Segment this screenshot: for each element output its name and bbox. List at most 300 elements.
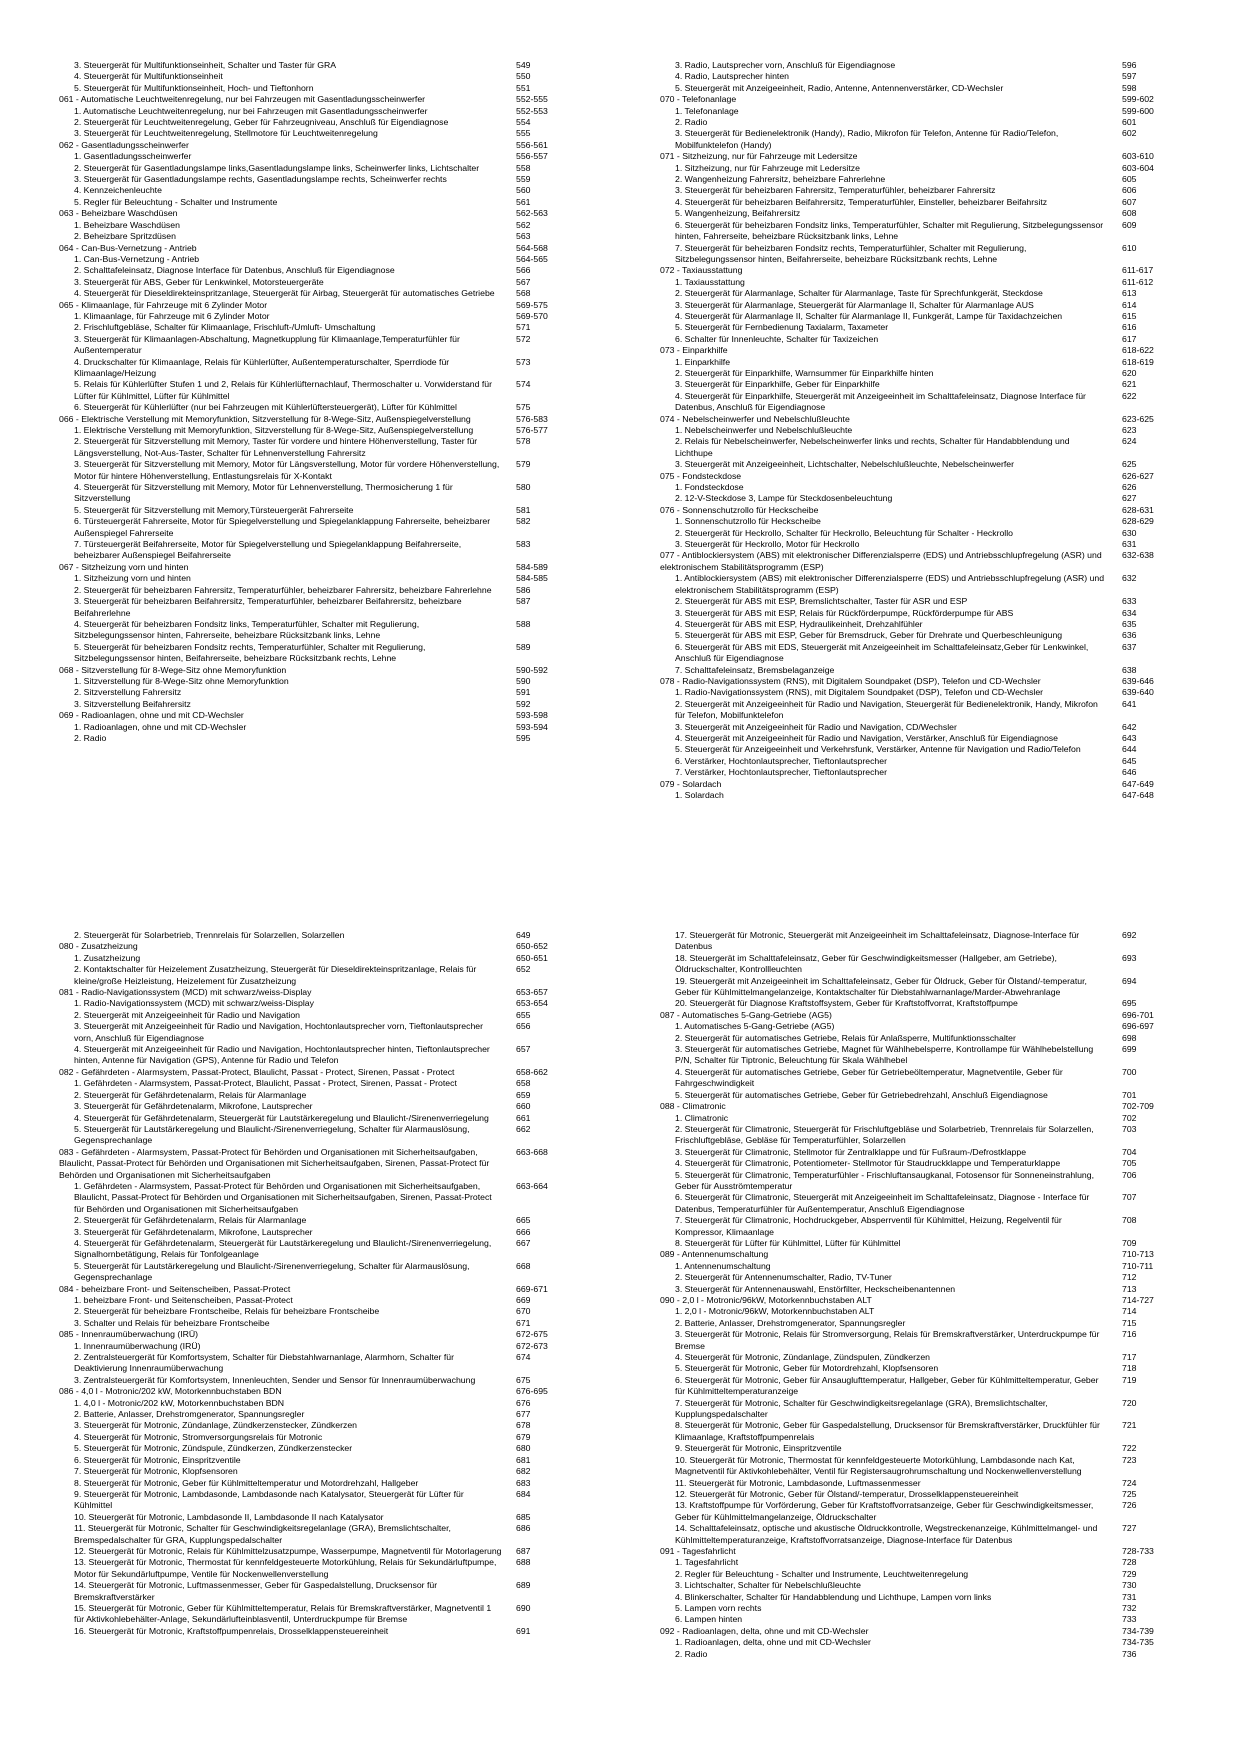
toc-entry-page: 566 (516, 265, 531, 276)
toc-entry-title: 1. Radio-Navigationssystem (RNS), mit Digitalem Soundpaket (DSP), Telefon und CD-Wechsler (675, 687, 1044, 698)
toc-subentry (660, 1272, 1170, 1283)
toc-subentry (59, 459, 564, 482)
toc-entry-title: 6. Steuergerät für Motronic, Einspritzventile (74, 1454, 241, 1465)
toc-subentry (59, 1409, 564, 1420)
toc-subentry (660, 687, 1170, 698)
toc-subentry (59, 1010, 564, 1021)
toc-subentry (660, 619, 1170, 630)
toc-entry-page: 660 (516, 1101, 531, 1112)
toc-subentry (59, 106, 564, 117)
toc-subentry (660, 744, 1170, 755)
toc-entry-page: 733 (1122, 1614, 1137, 1625)
toc-entry-title: 088 - Climatronic (660, 1101, 726, 1112)
toc-subentry (660, 1420, 1170, 1443)
toc-entry-page: 611-612 (1122, 276, 1154, 287)
toc-entry-page: 563 (516, 231, 531, 242)
toc-entry-title: 1. Sonnenschutzrollo für Heckscheibe (675, 516, 821, 527)
toc-subentry (59, 733, 564, 744)
toc-entry-title: 2. Steuergerät für Alarmanlage, Schalter für Alarmanlage, Taste für Sprechfunkgerät, Steckdose (675, 288, 1043, 299)
toc-subentry (660, 665, 1170, 676)
toc-entry-page: 647-648 (1122, 790, 1154, 800)
toc-subentry (660, 174, 1170, 185)
toc-entry-page: 662 (516, 1123, 531, 1134)
toc-entry-page: 683 (516, 1477, 531, 1488)
toc-entry-page: 727 (1122, 1523, 1137, 1534)
toc-entry-page: 632 (1122, 573, 1137, 584)
toc-entry-page: 587 (516, 596, 531, 607)
toc-entry-page: 569-570 (516, 310, 548, 321)
toc-entry-page: 715 (1122, 1317, 1137, 1328)
toc-entry-title: 5. Steuergerät für Climatronic, Temperaturfühler - Frischluftansaugkanal, Fotosensor für Sonneneinstrahlung, Geber für Ausströmtemperatur (675, 1169, 1094, 1191)
toc-entry-page: 730 (1122, 1580, 1137, 1591)
toc-entry-page: 663-664 (516, 1180, 548, 1191)
toc-entry-title: 4. Steuergerät für Alarmanlage II, Schalter für Alarmanlage II, Funkgerät, Lampe für Taxidachzeichen (675, 310, 1063, 321)
toc-subentry (660, 1284, 1170, 1295)
toc-entry-page: 615 (1122, 310, 1137, 321)
toc-entry-page: 658 (516, 1078, 531, 1089)
toc-entry-title: 2. Radio (675, 1648, 708, 1659)
toc-subentry (59, 71, 564, 82)
toc-subentry (59, 1021, 564, 1044)
toc-entry-page: 681 (516, 1454, 531, 1465)
toc-entry-page: 603-604 (1122, 162, 1154, 173)
toc-chapter-entry (660, 779, 1170, 790)
toc-entry-page: 591 (516, 687, 531, 698)
toc-entry-page: 627 (1122, 493, 1137, 504)
toc-subentry (59, 220, 564, 231)
toc-subentry (660, 573, 1170, 596)
toc-entry-page: 663-668 (516, 1146, 548, 1157)
toc-entry-page: 661 (516, 1112, 531, 1123)
toc-entry-title: 4. Steuergerät für Multifunktionseinheit (74, 71, 223, 82)
toc-entry-page: 582 (516, 516, 531, 527)
toc-entry-title: 2. Steuergerät für Climatronic, Steuergerät für Frischluftgebläse und Solarbetrieb, Trennrelais für Solarzellen, Frischluftgebläse, Gebläse für Temperaturfühler, Solarzellen (675, 1123, 1094, 1146)
toc-subentry (660, 1215, 1170, 1238)
toc-subentry (59, 1101, 564, 1112)
toc-entry-page: 551 (516, 82, 531, 93)
toc-entry-page: 729 (1122, 1568, 1137, 1579)
toc-chapter-entry (59, 665, 564, 676)
toc-entry-page: 643 (1122, 732, 1137, 743)
toc-entry-title: 2. 12-V-Steckdose 3, Lampe für Steckdosenbeleuchtung (675, 493, 893, 504)
toc-entry-page: 614 (1122, 299, 1137, 310)
toc-subentry (59, 1626, 564, 1637)
toc-entry-title: 2. Steuergerät für ABS mit ESP, Bremslichtschalter, Taster für ASR und ESP (675, 596, 968, 607)
toc-entry-page: 732 (1122, 1602, 1137, 1613)
toc-entry-page: 571 (516, 322, 531, 333)
toc-subentry (660, 300, 1170, 311)
toc-subentry (59, 60, 564, 71)
toc-subentry (59, 379, 564, 402)
toc-chapter-entry (59, 140, 564, 151)
toc-entry-page: 678 (516, 1420, 531, 1431)
toc-entry-title: 5. Steuergerät für Anzeigeeinheit und Verkehrsfunk, Verstärker, Antenne für Navigation und Radio/Telefon (675, 744, 1081, 755)
toc-entry-title: 2. Batterie, Anlasser, Drehstromgenerator, Spannungsregler (675, 1317, 906, 1328)
toc-entry-page: 574 (516, 379, 531, 390)
toc-entry-title: 072 - Taxiausstattung (660, 265, 743, 276)
toc-subentry (59, 117, 564, 128)
toc-entry-title: 2. Radio (74, 732, 107, 743)
toc-subentry (660, 1192, 1170, 1215)
toc-subentry (59, 185, 564, 196)
toc-subentry (660, 459, 1170, 470)
toc-subentry (660, 1147, 1170, 1158)
toc-subentry (660, 1261, 1170, 1272)
toc-subentry (660, 608, 1170, 619)
toc-entry-title: 3. Steuergerät mit Anzeigeeinheit, Lichtschalter, Nebelschlußleuchte, Nebelscheinwerfer (675, 459, 1014, 470)
toc-entry-page: 713 (1122, 1283, 1137, 1294)
toc-entry-page: 590 (516, 675, 531, 686)
toc-entry-page: 682 (516, 1466, 531, 1477)
toc-entry-page: 605 (1122, 174, 1137, 185)
toc-entry-page: 555 (516, 128, 531, 139)
toc-entry-title: 1. Fondsteckdose (675, 482, 744, 493)
toc-entry-page: 669 (516, 1295, 531, 1305)
toc-subentry (660, 1238, 1170, 1249)
toc-entry-title: 7. Schalttafeleinsatz, Bremsbelaganzeige (675, 664, 835, 675)
toc-entry-title: 1. Solardach (675, 790, 724, 800)
toc-subentry (59, 1078, 564, 1089)
toc-subentry (660, 1329, 1170, 1352)
toc-chapter-entry (59, 1284, 564, 1295)
toc-entry-page: 580 (516, 482, 531, 493)
toc-entry-title: 1. 2,0 l - Motronic/96kW, Motorkennbuchstaben ALT (675, 1306, 875, 1317)
toc-entry-page: 618-622 (1122, 345, 1154, 356)
toc-subentry (660, 163, 1170, 174)
toc-entry-title: 2. Steuergerät für Sitzverstellung mit Memory, Taster für vordere und hintere Höhenverstellung, Taster für Längsverstellung, Not-Aus-Taster, Schalter für Lehnenverstellung Fahrersitz (74, 436, 478, 458)
toc-entry-page: 674 (516, 1352, 531, 1363)
toc-entry-title: 3. Steuergerät mit Anzeigeeinheit für Radio und Navigation, CD/Wechsler (675, 721, 957, 732)
toc-entry-page: 672-673 (516, 1340, 548, 1351)
toc-entry-page: 628-629 (1122, 516, 1154, 527)
toc-entry-title: 4. Radio, Lautsprecher hinten (675, 71, 789, 82)
toc-entry-page: 652 (516, 964, 531, 975)
toc-entry-page: 628-631 (1122, 504, 1154, 515)
toc-entry-page: 583 (516, 539, 531, 550)
toc-chapter-entry (59, 562, 564, 573)
toc-entry-page: 611-617 (1122, 265, 1154, 276)
toc-subentry (660, 83, 1170, 94)
toc-entry-page: 696-697 (1122, 1021, 1154, 1032)
toc-chapter-entry (59, 710, 564, 721)
toc-entry-page: 650-652 (516, 941, 548, 952)
toc-entry-title: 2. Steuergerät für Heckrollo, Schalter für Heckrollo, Beleuchtung für Schalter - Heckrollo (675, 527, 1013, 538)
toc-entry-title: 2. Steuergerät für Solarbetrieb, Trennrelais für Solarzellen, Solarzellen (74, 930, 345, 940)
toc-subentry (660, 185, 1170, 196)
toc-subentry (59, 288, 564, 299)
toc-entry-title: 5. Steuergerät für ABS mit ESP, Geber für Bremsdruck, Geber für Drehrate und Querbeschleunigung (675, 630, 1063, 641)
toc-entry-title: 071 - Sitzheizung, nur für Fahrzeuge mit Ledersitze (660, 151, 858, 162)
toc-entry-page: 624 (1122, 436, 1137, 447)
toc-subentry (660, 516, 1170, 527)
toc-entry-page: 734-735 (1122, 1637, 1154, 1648)
toc-entry-title: 6. Steuergerät für beheizbaren Fondsitz links, Temperaturfühler, Schalter mit Regulierung, Sitzbelegungssensor hinten, Fahrerseite, beheizbare Rücksitzbank links, Lehne (675, 219, 1104, 242)
toc-subentry (59, 1113, 564, 1124)
toc-entry-page: 550 (516, 71, 531, 82)
toc-column-bottom-right (660, 930, 1170, 1660)
toc-entry-title: 19. Steuergerät mit Anzeigeeinheit im Schalttafeleinsatz, Geber für Öldruck, Geber für Ölstand/-temperatur, Geber für Kühlmittelmangelanzeige, Kontaktschalter für Diebstahlwarnanlage/Marder-Abwehranlage (675, 975, 1087, 998)
toc-entry-title: 068 - Sitzverstellung für 8-Wege-Sitz ohne Memoryfunktion (59, 664, 287, 675)
toc-subentry (660, 767, 1170, 778)
toc-subentry (660, 60, 1170, 71)
toc-entry-title: 4. Steuergerät für Dieseldirekteinspritzanlage, Steuergerät für Airbag, Steuergerät für automatisches Getriebe (74, 288, 495, 299)
toc-entry-title: 4. Steuergerät für beheizbaren Fondsitz links, Temperaturfühler, Schalter mit Regulierung, Sitzbelegungssensor hinten, Fahrerseite, beheizbare Rücksitzbank links, Lehne (74, 618, 420, 641)
toc-entry-title: 10. Steuergerät für Motronic, Thermostat für kennfeldgesteuerte Motorkühlung, Lambdasonde nach Kat, Magnetventil für Aktivkohlebehälter, Ventil für Registersaugrohrumschaltung und Nockenwellenverstellung (675, 1454, 1082, 1477)
toc-subentry (59, 174, 564, 185)
toc-entry-title: 085 - Innenraumüberwachung (IRÜ) (59, 1329, 199, 1340)
toc-entry-page: 641 (1122, 698, 1137, 709)
toc-entry-page: 573 (516, 356, 531, 367)
toc-entry-title: 20. Steuergerät für Diagnose Kraftstoffsystem, Geber für Kraftstoffvorrat, Kraftstoffpumpe (675, 998, 1018, 1009)
toc-subentry (660, 1614, 1170, 1625)
toc-entry-title: 3. Steuergerät für Klimaanlagen-Abschaltung, Magnetkupplung für Klimaanlage,Temperaturfühler für Außentemperatur (74, 333, 460, 356)
toc-entry-title: 7. Türsteuergerät Beifahrerseite, Motor für Spiegelverstellung und Spiegelanklappung Beifahrerseite, beheizbarer Außenspiegel Beifahrerseite (74, 539, 462, 561)
toc-entry-page: 726 (1122, 1500, 1137, 1511)
toc-entry-title: 2. Steuergerät für Einparkhilfe, Warnsummer für Einparkhilfe hinten (675, 367, 934, 378)
toc-subentry (660, 288, 1170, 299)
toc-entry-title: 4. Kennzeichenleuchte (74, 185, 162, 196)
toc-subentry (660, 128, 1170, 151)
toc-chapter-entry (660, 550, 1170, 573)
toc-entry-title: 5. Steuergerät mit Anzeigeeinheit, Radio, Antenne, Antennenverstärker, CD-Wechsler (675, 82, 1004, 93)
toc-entry-title: 1. Gasentladungsscheinwerfer (74, 151, 192, 162)
toc-subentry (660, 1478, 1170, 1489)
toc-entry-title: 3. Steuergerät mit Anzeigeeinheit für Radio und Navigation, Hochtonlautsprecher vorn, Tieftonlautsprecher vorn, Anschluß für Eigendiagnose (74, 1021, 484, 1043)
toc-entry-page: 667 (516, 1237, 531, 1248)
toc-entry-title: 6. Verstärker, Hochtonlautsprecher, Tieftonlautsprecher (675, 755, 887, 766)
toc-subentry (660, 1306, 1170, 1317)
toc-subentry (59, 953, 564, 964)
toc-subentry (59, 1375, 564, 1386)
toc-entry-title: 4. Steuergerät für Sitzverstellung mit Memory, Motor für Lehnenverstellung, Thermosicherung 1 für Sitzverstellung (74, 482, 453, 504)
toc-subentry (59, 1124, 564, 1147)
toc-entry-page: 653-654 (516, 998, 548, 1009)
toc-entry-page: 696-701 (1122, 1009, 1154, 1020)
toc-entry-page: 724 (1122, 1477, 1137, 1488)
toc-entry-page: 597 (1122, 71, 1137, 82)
toc-entry-title: 5. Lampen vorn rechts (675, 1602, 762, 1613)
toc-entry-page: 593-594 (516, 721, 548, 732)
toc-entry-title: 1. Nebelscheinwerfer und Nebelschlußleuchte (675, 425, 853, 435)
toc-entry-title: 1. Automatisches 5-Gang-Getriebe (AG5) (675, 1021, 835, 1032)
toc-entry-page: 549 (516, 60, 531, 70)
toc-entry-page: 556-557 (516, 151, 548, 162)
toc-entry-page: 608 (1122, 208, 1137, 219)
toc-entry-title: 5. Wangenheizung, Beifahrersitz (675, 208, 801, 219)
toc-entry-page: 562-563 (516, 208, 548, 219)
toc-entry-title: 3. Lichtschalter, Schalter für Nebelschlußleuchte (675, 1580, 861, 1591)
toc-entry-page: 710-713 (1122, 1249, 1154, 1260)
toc-entry-title: 063 - Beheizbare Waschdüsen (59, 208, 178, 219)
toc-chapter-entry (660, 471, 1170, 482)
toc-entry-page: 626-627 (1122, 470, 1154, 481)
toc-subentry (59, 722, 564, 733)
toc-entry-page: 621 (1122, 379, 1137, 390)
toc-entry-page: 694 (1122, 975, 1137, 986)
toc-entry-title: 3. Steuergerät für ABS mit ESP, Relais für Rückförderpumpe, Rückförderpumpe für ABS (675, 607, 1014, 618)
toc-entry-page: 695 (1122, 998, 1137, 1009)
toc-entry-title: 3. Steuergerät für beheizbaren Beifahrersitz, Temperaturfühler, beheizbarer Beifahrersitz, beheizbare Beifahrerlehne (74, 596, 462, 618)
toc-subentry (660, 1044, 1170, 1067)
toc-entry-page: 610 (1122, 242, 1137, 253)
toc-entry-title: 12. Steuergerät für Motronic, Relais für Kühlmittelzusatzpumpe, Wasserpumpe, Magnetventil für Motorlagerung (74, 1545, 502, 1556)
toc-entry-title: 2. Kontaktschalter für Heizelement Zusatzheizung, Steuergerät für Dieseldirekteinspritzanlage, Relais für kleine/große Heizleistung, Heizelement für Zusatzheizung (74, 964, 477, 986)
toc-entry-page: 717 (1122, 1352, 1137, 1363)
toc-subentry (660, 1067, 1170, 1090)
toc-entry-page: 595 (516, 732, 531, 743)
toc-entry-title: 3. Steuergerät für Antennenauswahl, Enstörfilter, Heckscheibenantennen (675, 1283, 956, 1294)
toc-subentry (59, 163, 564, 174)
toc-entry-page: 599-602 (1122, 94, 1154, 105)
toc-subentry (660, 1569, 1170, 1580)
toc-chapter-entry (660, 1626, 1170, 1637)
toc-entry-page: 556-561 (516, 139, 548, 150)
toc-entry-page: 581 (516, 504, 531, 515)
toc-entry-title: 091 - Tagesfahrlicht (660, 1545, 736, 1556)
toc-chapter-entry (59, 1386, 564, 1397)
toc-entry-title: 5. Steuergerät für Multifunktionseinheit, Hoch- und Tieftonhorn (74, 82, 314, 93)
toc-entry-title: 8. Steuergerät für Motronic, Geber für Gaspedalstellung, Drucksensor für Bremskraftverstärker, Druckfühler für Klimaanlage, Kraftstoffpumpenrelais (675, 1420, 1100, 1442)
toc-subentry (59, 930, 564, 941)
toc-entry-page: 636 (1122, 630, 1137, 641)
toc-entry-page: 709 (1122, 1237, 1137, 1248)
toc-subentry (660, 1649, 1170, 1660)
toc-entry-page: 649 (516, 930, 531, 940)
toc-subentry (59, 1181, 564, 1215)
toc-entry-title: 1. Radioanlagen, delta, ohne und mit CD-Wechsler (675, 1637, 871, 1648)
toc-entry-title: 2. Steuergerät für beheizbaren Fahrersitz, Temperaturfühler, beheizbarer Fahrersitz, beheizbare Fahrerlehne (74, 584, 492, 595)
toc-subentry (660, 1318, 1170, 1329)
toc-entry-title: 2. Steuergerät für Antennenumschalter, Radio, TV-Tuner (675, 1272, 892, 1283)
toc-entry-title: 2. Zentralsteuergerät für Komfortsystem, Schalter für Diebstahlwarnanlage, Alarmhorn, Schalter für Deaktivierung Innenraumüberwachung (74, 1352, 455, 1374)
toc-entry-page: 596 (1122, 60, 1137, 70)
toc-entry-title: 3. Schalter und Relais für beheizbare Frontscheibe (74, 1317, 270, 1328)
toc-entry-title: 11. Steuergerät für Motronic, Schalter für Geschwindigkeitsregelanlage (GRA), Bremslichtschalter, Bremspedalschalter für GRA, Kupplungspedalschalter (74, 1523, 451, 1545)
toc-entry-title: 1. Climatronic (675, 1112, 729, 1123)
toc-entry-title: 5. Steuergerät für Sitzverstellung mit Memory,Türsteuergerät Fahrerseite (74, 504, 354, 515)
toc-entry-page: 702-709 (1122, 1101, 1154, 1112)
toc-entry-page: 588 (516, 618, 531, 629)
toc-entry-title: 12. Steuergerät für Motronic, Geber für Ölstand/-temperatur, Drosselklappensteuereinheit (675, 1488, 1019, 1499)
toc-entry-page: 679 (516, 1431, 531, 1442)
toc-entry-page: 584-589 (516, 561, 548, 572)
toc-entry-title: 083 - Gefährdeten - Alarmsystem, Passat-Protect für Behörden und Organisationen mit Sicherheitsaufgaben, Blaulicht, Passat-Protect für Behörden und Organisationen mit Sicherheitsaufgaben, Sirenen, Passat-Protect für Behörden und Organisationen mit Sicherheitsaufgaben (59, 1146, 490, 1180)
toc-entry-title: 4. Steuergerät für ABS mit ESP, Hydraulikeinheit, Drehzahlfühler (675, 618, 923, 629)
toc-subentry (59, 83, 564, 94)
toc-subentry (59, 1432, 564, 1443)
toc-entry-title: 082 - Gefährdeten - Alarmsystem, Passat-Protect, Blaulicht, Passat - Protect, Sirenen, Passat - Protect (59, 1066, 455, 1077)
toc-chapter-entry (660, 414, 1170, 425)
toc-chapter-entry (59, 1147, 564, 1181)
toc-entry-page: 607 (1122, 196, 1137, 207)
toc-subentry (660, 436, 1170, 459)
toc-entry-page: 704 (1122, 1146, 1137, 1157)
toc-subentry (660, 976, 1170, 999)
toc-entry-title: 6. Steuergerät für Climatronic, Steuergerät mit Anzeigeeinheit im Schalttafeleinsatz, Diagnose - Interface für Datenbus, Temperaturfühler für Außentemperatur, Anschluß Eigendiagnose (675, 1192, 1090, 1214)
toc-entry-title: 6. Schalter für Innenleuchte, Schalter für Taxizeichen (675, 333, 879, 344)
toc-entry-title: 067 - Sitzheizung vorn und hinten (59, 561, 189, 572)
toc-subentry (59, 1238, 564, 1261)
toc-entry-page: 693 (1122, 952, 1137, 963)
toc-entry-page: 598 (1122, 82, 1137, 93)
toc-subentry (660, 998, 1170, 1009)
toc-entry-title: 7. Verstärker, Hochtonlautsprecher, Tieftonlautsprecher (675, 767, 887, 778)
toc-entry-title: 13. Steuergerät für Motronic, Thermostat für kennfeldgesteuerte Motorkühlung, Relais für Sekundärluftpumpe, Motor für Sekundärluftpumpe, Ventile für Nockenwellenverstellung (74, 1557, 497, 1579)
toc-entry-title: 1. beheizbare Front- und Seitenscheiben, Passat-Protect (74, 1295, 293, 1305)
toc-entry-page: 564-565 (516, 253, 548, 264)
toc-entry-page: 669-671 (516, 1283, 548, 1294)
toc-entry-title: 5. Steuergerät für Motronic, Zündspule, Zündkerzen, Zündkerzenstecker (74, 1443, 353, 1454)
toc-entry-page: 692 (1122, 930, 1137, 940)
toc-entry-title: 076 - Sonnenschutzrollo für Heckscheibe (660, 504, 819, 515)
toc-entry-title: 1. Gefährdeten - Alarmsystem, Passat-Protect, Blaulicht, Passat - Protect, Sirenen, Passat - Protect (74, 1078, 457, 1089)
toc-subentry (660, 277, 1170, 288)
toc-entry-page: 603-610 (1122, 151, 1154, 162)
toc-subentry (59, 998, 564, 1009)
toc-entry-title: 11. Steuergerät für Motronic, Lambdasonde, Luftmassenmesser (675, 1477, 921, 1488)
toc-entry-title: 2. Schalttafeleinsatz, Diagnose Interface für Datenbus, Anschluß für Eigendiagnose (74, 265, 395, 276)
toc-chapter-entry (59, 208, 564, 219)
toc-entry-title: 1. Radioanlagen, ohne und mit CD-Wechsler (74, 721, 247, 732)
toc-entry-page: 666 (516, 1226, 531, 1237)
toc-entry-title: 4. Steuergerät für Gefährdetenalarm, Steuergerät für Lautstärkeregelung und Blaulicht-/Sirenenverriegelung (74, 1112, 489, 1123)
toc-subentry (660, 334, 1170, 345)
toc-subentry (59, 687, 564, 698)
toc-entry-title: 090 - 2,0 l - Motronic/96kW, Motorkennbuchstaben ALT (660, 1295, 872, 1305)
toc-subentry (59, 585, 564, 596)
toc-entry-page: 658-662 (516, 1066, 548, 1077)
toc-entry-page: 632-638 (1122, 550, 1154, 561)
toc-entry-page: 722 (1122, 1443, 1137, 1454)
toc-entry-title: 3. Sitzverstellung Beifahrersitz (74, 698, 191, 709)
toc-entry-page: 606 (1122, 185, 1137, 196)
toc-entry-page: 734-739 (1122, 1625, 1154, 1636)
toc-entry-page: 631 (1122, 539, 1137, 550)
toc-subentry (59, 516, 564, 539)
toc-entry-page: 708 (1122, 1215, 1137, 1226)
toc-entry-title: 3. Steuergerät für Heckrollo, Motor für Heckrollo (675, 539, 860, 550)
toc-subentry (59, 357, 564, 380)
toc-entry-page: 626 (1122, 482, 1137, 493)
toc-entry-title: 4. Steuergerät mit Anzeigeeinheit für Radio und Navigation, Hochtonlautsprecher hinten, Tieftonlautsprecher hinten, Antenne für Navigation (GPS), Antenne für Radio und Telefon (74, 1044, 490, 1066)
toc-subentry (660, 197, 1170, 208)
toc-subentry (59, 254, 564, 265)
toc-entry-title: 075 - Fondsteckdose (660, 470, 742, 481)
toc-entry-title: 1. Taxiausstattung (675, 276, 745, 287)
toc-chapter-entry (660, 151, 1170, 162)
toc-subentry (59, 436, 564, 459)
toc-entry-page: 609 (1122, 219, 1137, 230)
toc-chapter-entry (660, 1546, 1170, 1557)
toc-entry-title: 15. Steuergerät für Motronic, Geber für Kühlmitteltemperatur, Relais für Bremskraftverstärker, Magnetventil 1 für Aktivkohlebehälter-Anlage, Sekundärlufteinblasventil, Unterdruckpumpe für Bremse (74, 1602, 492, 1625)
toc-entry-title: 3. Steuergerät für Motronic, Relais für Stromversorgung, Relais für Bremskraftverstärker, Unterdruckpumpe für Bremse (675, 1329, 1100, 1351)
toc-entry-title: 14. Steuergerät für Motronic, Luftmassenmesser, Geber für Gaspedalstellung, Drucksensor für Bremskraftverstärker (74, 1580, 438, 1602)
toc-entry-page: 558 (516, 162, 531, 173)
toc-subentry (660, 391, 1170, 414)
toc-entry-title: 2. Frischluftgebläse, Schalter für Klimaanlage, Frischluft-/Umluft- Umschaltung (74, 322, 376, 333)
toc-subentry (660, 642, 1170, 665)
toc-subentry (660, 311, 1170, 322)
toc-entry-page: 702 (1122, 1112, 1137, 1123)
toc-entry-page: 719 (1122, 1374, 1137, 1385)
toc-chapter-entry (59, 941, 564, 952)
toc-entry-title: 5. Steuergerät für Lautstärkeregelung und Blaulicht-/Sirenenverriegelung, Schalter für Alarmauslösung, Gegensprechanlage (74, 1123, 470, 1146)
toc-subentry (59, 1489, 564, 1512)
toc-entry-title: 3. Steuergerät für Leuchtweitenregelung, Stellmotore für Leuchtweitenregelung (74, 128, 378, 139)
toc-entry-page: 723 (1122, 1454, 1137, 1465)
toc-entry-title: 1. Can-Bus-Vernetzung - Antrieb (74, 253, 200, 264)
toc-entry-title: 9. Steuergerät für Motronic, Lambdasonde, Lambdasonde nach Katalysator, Steuergerät für Lüfter für Kühlmittel (74, 1488, 464, 1511)
